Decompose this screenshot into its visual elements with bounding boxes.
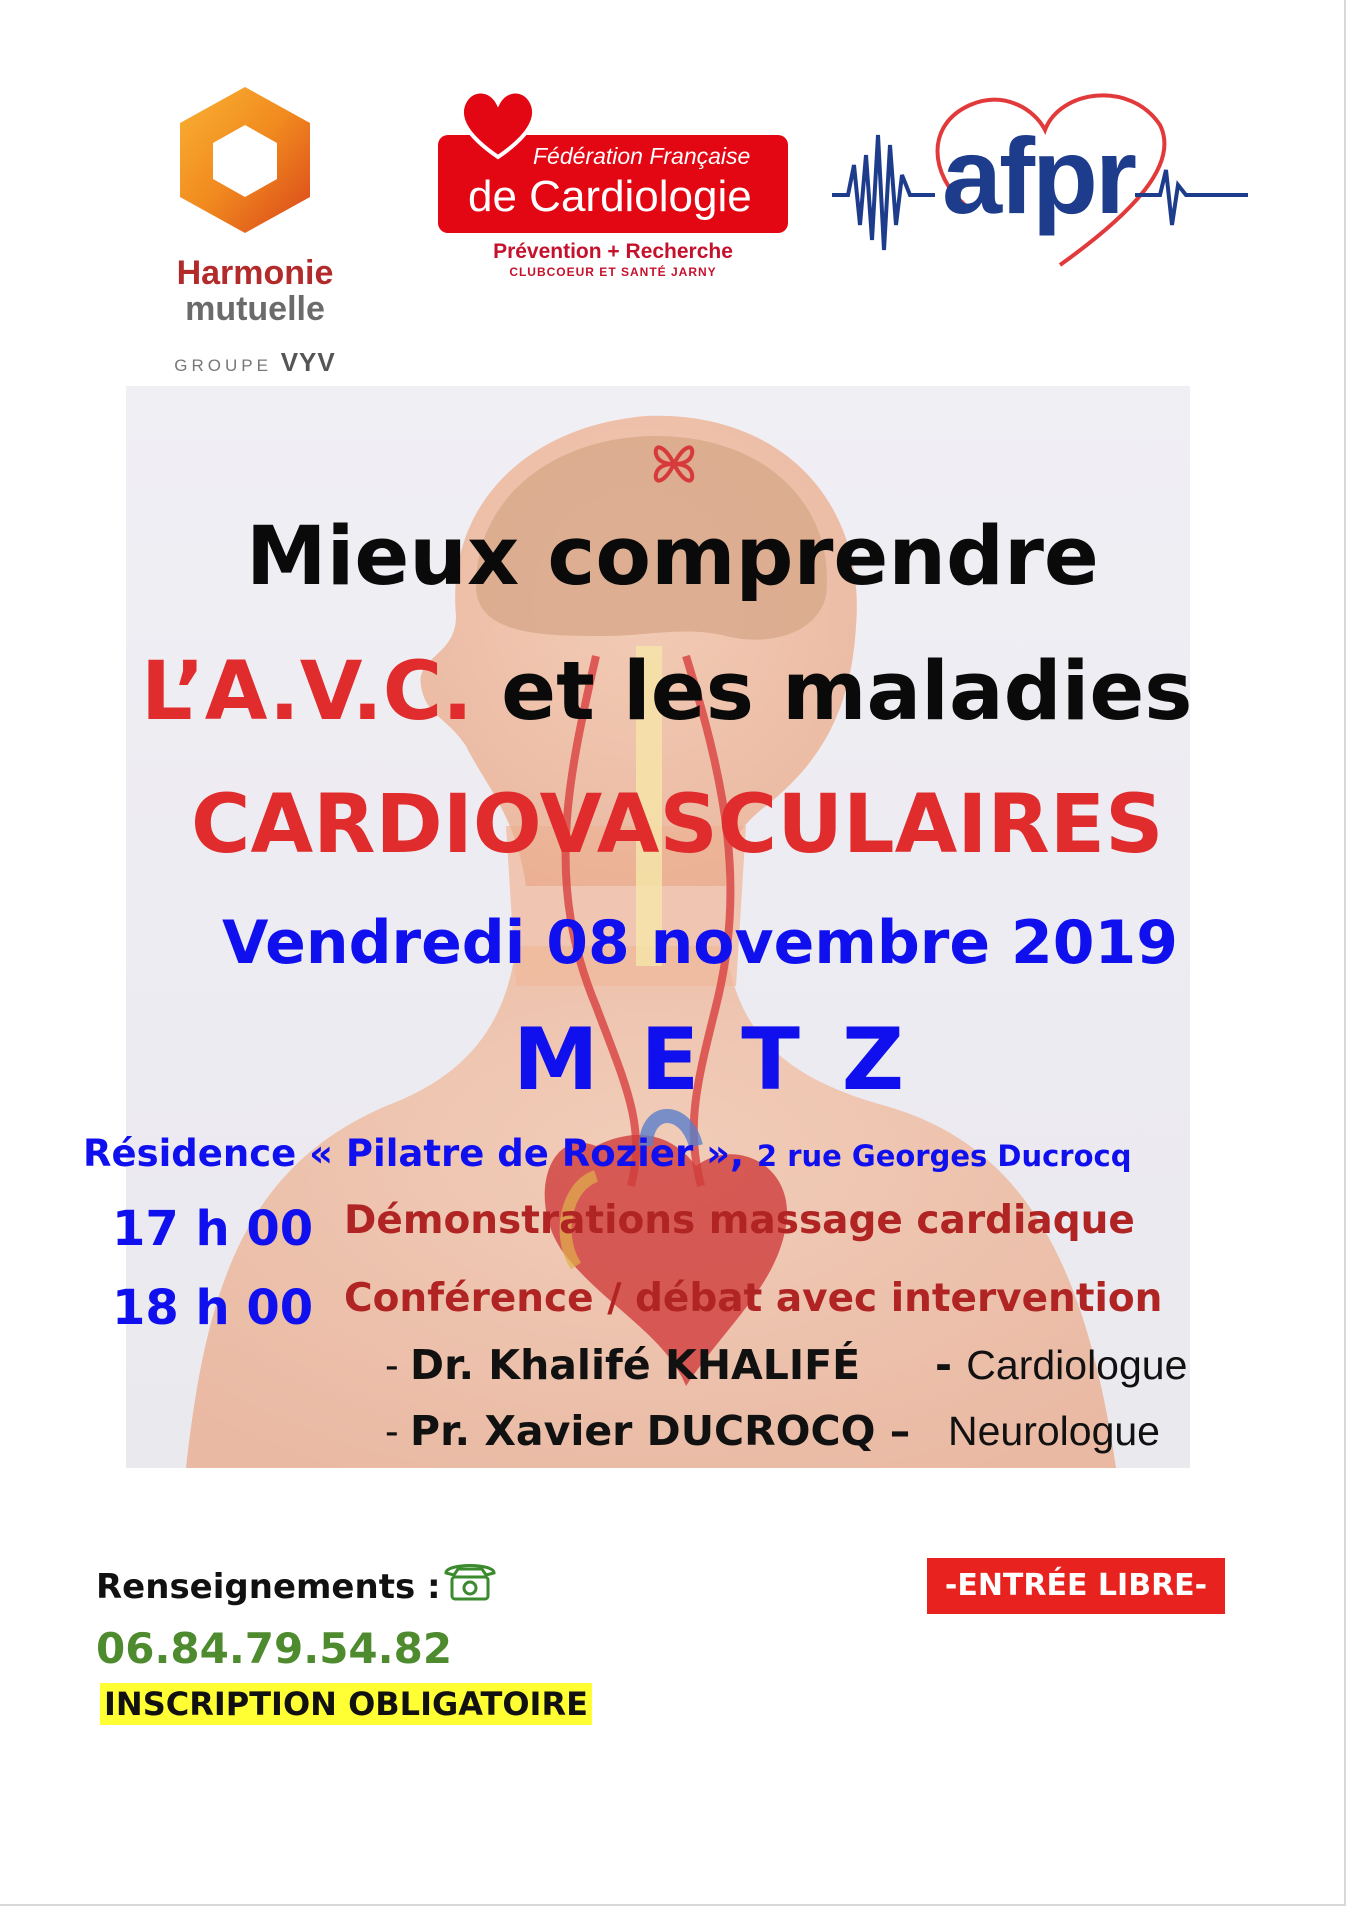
schedule-time-2: 18 h 00	[112, 1280, 314, 1336]
schedule-time-1: 17 h 00	[112, 1201, 314, 1257]
entree-libre-badge: -ENTRÉE LIBRE-	[927, 1558, 1225, 1614]
title-maladies: et les maladies	[472, 645, 1193, 739]
schedule-activity-2: Conférence / débat avec intervention	[344, 1276, 1163, 1321]
heart-icon	[453, 85, 543, 165]
hexagon-icon	[175, 85, 315, 235]
ffc-tagline: Prévention + Recherche	[493, 240, 733, 263]
speaker-1-role: - Cardiologue	[935, 1341, 1188, 1389]
afpr-logo: afpr	[830, 75, 1250, 275]
harmonie-name: Harmonie mutuelle	[176, 254, 334, 328]
inscription-notice: INSCRIPTION OBLIGATOIRE	[100, 1683, 592, 1725]
schedule-activity-1: Démonstrations massage cardiaque	[344, 1198, 1135, 1243]
speaker-2-role: Neurologue	[948, 1408, 1160, 1454]
event-date: Vendredi 08 novembre 2019	[222, 908, 1178, 978]
event-venue: Résidence « Pilatre de Rozier », 2 rue Georges Ducrocq	[83, 1132, 1132, 1175]
title-line-1: Mieux comprendre	[246, 510, 1099, 604]
flower-ornament-icon	[644, 434, 704, 494]
speaker-2: - Pr. Xavier DUCROCQ –	[385, 1407, 911, 1455]
ffc-logo	[438, 85, 788, 285]
title-avc: L’A.V.C.	[141, 645, 473, 739]
title-line-3: CARDIOVASCULAIRES	[191, 778, 1164, 872]
harmonie-mutuelle-logo	[155, 85, 355, 385]
ffc-banner: Fédération Française de Cardiologie	[438, 135, 788, 233]
event-city: M E T Z	[513, 1010, 911, 1110]
harmonie-groupe: GROUPE VYV	[174, 347, 336, 377]
speaker-1: - Dr. Khalifé KHALIFÉ	[385, 1341, 861, 1389]
phone-number: 06.84.79.54.82	[96, 1624, 453, 1673]
ffc-club: CLUBCOEUR ET SANTÉ JARNY	[509, 265, 717, 279]
title-line-2	[141, 645, 1193, 739]
info-label: Renseignements :	[96, 1567, 441, 1607]
telephone-icon	[442, 1557, 498, 1603]
